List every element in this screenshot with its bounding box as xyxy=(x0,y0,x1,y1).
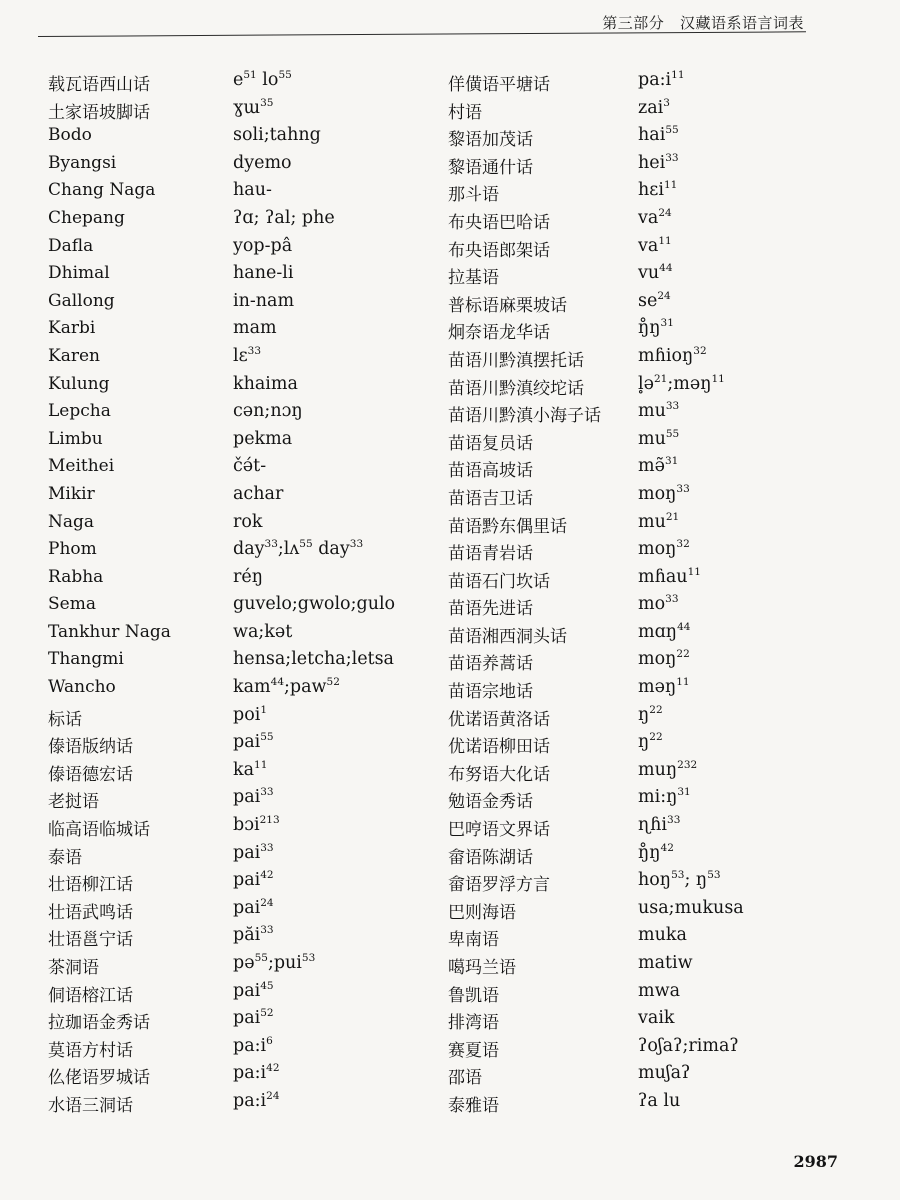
left-language-name: Phom xyxy=(48,539,97,560)
right-word-form: $mu^{33}$ xyxy=(638,400,680,422)
left-language-name: 土家语坡脚话 xyxy=(48,102,150,123)
left-language-name: Sema xyxy=(48,594,96,615)
right-word-form: mɦioŋ$^{32}$ xyxy=(638,345,707,366)
right-language-name: 鲁凯语 xyxy=(448,985,499,1006)
right-word-form: muʃaʔ xyxy=(638,1063,691,1084)
right-language-name: 炯奈语龙华话 xyxy=(448,323,550,344)
right-word-form: vaik xyxy=(638,1008,675,1029)
right-word-form: mɦau$^{11}$ xyxy=(638,565,701,587)
left-language-name: 仫佬语罗城话 xyxy=(48,1068,150,1089)
left-word-form: pai$^{55}$ xyxy=(233,731,274,753)
left-language-name: Wancho xyxy=(48,677,116,698)
left-language-name: Dhimal xyxy=(48,263,110,284)
left-language-name: Chang Naga xyxy=(48,180,156,201)
left-word-form: pə$^{55}$;pui$^{53}$ xyxy=(233,952,316,973)
left-language-name: Tankhur Naga xyxy=(48,621,171,642)
left-form-column xyxy=(233,70,395,1119)
right-word-form: matiw xyxy=(638,953,693,973)
right-language-name: 苗语养蒿话 xyxy=(448,654,533,675)
right-language-name: 苗语川黔滇绞坨话 xyxy=(448,378,584,399)
right-language-name: 黎语加茂话 xyxy=(448,130,533,151)
right-word-form: mwa xyxy=(638,980,681,1001)
right-word-form: zai$^3$ xyxy=(638,96,670,118)
left-language-name: Chepang xyxy=(48,207,125,228)
left-language-name: Dafla xyxy=(48,235,94,256)
left-language-name: 傣语版纳话 xyxy=(48,737,133,758)
right-language-name: 苗语川黔滇摆托话 xyxy=(448,350,584,371)
right-language-name: 卑南语 xyxy=(448,930,499,951)
right-word-form: $mu^{55}$ xyxy=(638,427,680,449)
left-word-form: hau- xyxy=(233,180,272,201)
right-language-name: 巴则海语 xyxy=(448,902,516,923)
left-word-form: pekma xyxy=(233,428,293,449)
right-word-form: hoŋ$^{53}$; $ŋ^{53}$ xyxy=(638,869,721,891)
left-word-form: lɛ$^{33}$ xyxy=(233,345,262,366)
right-language-name: 优诺语柳田话 xyxy=(448,737,550,758)
right-language-name: 布央语郎架话 xyxy=(448,240,550,261)
left-language-name: Gallong xyxy=(48,290,115,311)
right-word-form: moŋ$^{33}$ xyxy=(638,483,690,504)
right-word-form: $mo^{33}$ xyxy=(638,593,679,615)
left-language-name: 拉珈语金秀话 xyxy=(48,1013,150,1034)
left-word-form: yop-pâ xyxy=(233,235,293,256)
left-word-form: réŋ xyxy=(233,566,263,587)
left-language-name: 壮语柳江话 xyxy=(48,875,133,896)
left-language-name: Thangmi xyxy=(48,649,124,670)
right-word-form: $pa:i^{11}$ xyxy=(638,69,685,90)
right-language-name: 普标语麻栗坡话 xyxy=(448,295,567,316)
right-language-name: 黎语通什话 xyxy=(448,157,533,178)
right-word-form: ʔa lu xyxy=(638,1090,681,1111)
right-language-name: 村语 xyxy=(448,102,482,123)
right-language-name: 苗语吉卫话 xyxy=(448,488,533,509)
left-word-form: $e^{51}$ $lo^{55}$ xyxy=(233,69,292,90)
right-language-name: 苗语石门坎话 xyxy=(448,571,550,592)
right-word-form: mɑŋ$^{44}$ xyxy=(638,621,691,642)
right-language-name: 邵语 xyxy=(448,1068,482,1089)
right-word-form: $va^{11}$ xyxy=(638,234,672,256)
left-language-name: Limbu xyxy=(48,428,103,449)
right-language-name: 苗语宗地话 xyxy=(448,682,533,703)
right-language-name: 优诺语黄洛话 xyxy=(448,709,550,730)
left-word-form: dyemo xyxy=(233,152,292,173)
right-language-name: 苗语复员话 xyxy=(448,433,533,454)
left-word-form: $pa:i^{24}$ xyxy=(233,1090,280,1111)
left-word-form: wa;kət xyxy=(233,621,293,642)
left-language-name: Rabha xyxy=(48,566,104,587)
right-form-column xyxy=(638,70,744,1119)
left-language-name: 泰语 xyxy=(48,847,82,868)
right-language-name: 苗语川黔滇小海子话 xyxy=(448,406,601,427)
left-word-form: $ka^{11}$ xyxy=(233,759,268,780)
right-language-name: 苗语黔东偶里话 xyxy=(448,516,567,537)
right-language-name: 佯僙语平塘话 xyxy=(448,75,550,95)
right-word-form: usa;mukusa xyxy=(638,897,744,918)
right-language-name: 排湾语 xyxy=(448,1013,499,1034)
left-word-form: păi$^{33}$ xyxy=(233,924,274,946)
left-word-form: kam$^{44}$;paw$^{52}$ xyxy=(233,676,340,698)
left-word-form: pai$^{52}$ xyxy=(233,1007,274,1029)
right-word-form: $va^{24}$ xyxy=(638,207,672,228)
left-word-form: $pa:i^{42}$ xyxy=(233,1062,280,1084)
left-language-name: 莫语方村话 xyxy=(48,1040,133,1061)
right-word-form: $ŋ̊ŋ^{31}$ xyxy=(638,317,674,339)
right-language-name: 赛夏语 xyxy=(448,1040,499,1061)
left-language-name: Naga xyxy=(48,511,95,532)
left-language-name: 标话 xyxy=(48,709,82,730)
right-word-form: muŋ$^{232}$ xyxy=(638,759,698,780)
right-language-name: 勉语金秀话 xyxy=(448,792,533,813)
header-rule xyxy=(38,31,806,37)
right-language-name: 苗语青岩话 xyxy=(448,544,533,565)
left-word-form: khaima xyxy=(233,373,298,394)
left-word-form: pai$^{45}$ xyxy=(233,979,274,1001)
right-word-form: $ŋ^{22}$ xyxy=(638,703,663,725)
left-language-name: 傣语德宏话 xyxy=(48,764,133,785)
left-word-form: pai$^{33}$ xyxy=(233,841,274,863)
left-language-name: 载瓦语西山话 xyxy=(48,75,150,95)
right-language-name: 苗语高坡话 xyxy=(448,461,533,482)
left-word-form: mam xyxy=(233,318,277,339)
right-word-form: hɛi$^{11}$ xyxy=(638,179,678,201)
left-language-name: Karbi xyxy=(48,318,96,339)
left-word-form: in-nam xyxy=(233,290,295,311)
left-language-column xyxy=(48,70,171,1119)
left-word-form: hensa;letcha;letsa xyxy=(233,649,394,670)
left-word-form: day$^{33}$;lʌ$^{55}$ day$^{33}$ xyxy=(233,538,364,560)
left-word-form: pai$^{24}$ xyxy=(233,896,274,918)
right-word-form: l̥ə$^{21}$;məŋ$^{11}$ xyxy=(638,372,725,394)
right-word-form: ɳɦi$^{33}$ xyxy=(638,814,681,836)
left-language-name: 侗语榕江话 xyxy=(48,985,133,1006)
right-language-name: 噶玛兰语 xyxy=(448,958,516,978)
right-word-form: $ŋ̊ŋ^{42}$ xyxy=(638,841,674,863)
left-word-form: $pa:i^6$ xyxy=(233,1034,273,1056)
right-word-form: moŋ$^{32}$ xyxy=(638,538,690,560)
left-word-form: soli;tahng xyxy=(233,125,321,146)
right-language-name: 泰雅语 xyxy=(448,1095,499,1116)
left-language-name: Mikir xyxy=(48,483,95,504)
left-language-name: 茶洞语 xyxy=(48,958,99,978)
right-word-form: $ŋ^{22}$ xyxy=(638,731,663,753)
left-word-form: rok xyxy=(233,511,263,532)
right-language-name: 畲语罗浮方言 xyxy=(448,875,550,896)
left-word-form: pai$^{33}$ xyxy=(233,786,274,808)
right-word-form: ʔoʃaʔ;rimaʔ xyxy=(638,1035,739,1056)
left-word-form: achar xyxy=(233,483,284,504)
left-language-name: 水语三洞话 xyxy=(48,1095,133,1116)
right-language-name: 布央语巴哈话 xyxy=(448,212,550,233)
left-word-form: čə́t- xyxy=(233,456,267,477)
right-language-name: 那斗语 xyxy=(448,185,499,206)
right-word-form: muka xyxy=(638,925,687,946)
left-word-form: pai$^{42}$ xyxy=(233,869,274,891)
page-number: 2987 xyxy=(793,1152,838,1171)
left-language-name: Kulung xyxy=(48,373,110,394)
left-language-name: Meithei xyxy=(48,456,115,477)
left-word-form: cən;nɔŋ xyxy=(233,401,303,422)
right-word-form: moŋ$^{22}$ xyxy=(638,648,690,670)
right-language-name: 苗语湘西洞头话 xyxy=(448,626,567,647)
right-word-form: hei$^{33}$ xyxy=(638,151,679,173)
right-word-form: $vu^{44}$ xyxy=(638,262,673,284)
right-language-name: 畲语陈湖话 xyxy=(448,847,533,868)
left-word-form: bɔi$^{213}$ xyxy=(233,814,280,836)
right-word-form: $mi:ŋ^{31}$ xyxy=(638,786,691,808)
left-word-form: poi$^1$ xyxy=(233,703,268,725)
right-language-name: 拉基语 xyxy=(448,268,499,289)
left-word-form: hane-li xyxy=(233,263,294,284)
left-language-name: Bodo xyxy=(48,125,92,146)
right-word-form: $se^{24}$ xyxy=(638,289,671,311)
left-language-name: 老挝语 xyxy=(48,792,99,813)
right-language-column xyxy=(448,70,601,1119)
right-word-form: məŋ$^{11}$ xyxy=(638,676,690,698)
left-word-form: ʔɑ; ʔal; phe xyxy=(233,207,335,228)
left-word-form: ɣɯ$^{35}$ xyxy=(233,96,274,118)
right-language-name: 布努语大化话 xyxy=(448,764,550,785)
left-language-name: Lepcha xyxy=(48,401,111,422)
right-word-form: hai$^{55}$ xyxy=(638,124,679,146)
right-word-form: $mu^{21}$ xyxy=(638,510,680,532)
left-word-form: guvelo;gwolo;gulo xyxy=(233,594,396,615)
left-language-name: 壮语邕宁话 xyxy=(48,930,133,951)
left-language-name: 壮语武鸣话 xyxy=(48,902,133,923)
right-language-name: 苗语先进话 xyxy=(448,599,533,620)
right-language-name: 巴哼语文界话 xyxy=(448,820,550,841)
running-header: 第三部分 汉藏语系语言词表 xyxy=(602,14,804,32)
left-language-name: Byangsi xyxy=(48,152,117,173)
right-word-form: mə̃$^{31}$ xyxy=(638,455,679,477)
left-language-name: Karen xyxy=(48,345,100,366)
left-language-name: 临高语临城话 xyxy=(48,820,150,841)
